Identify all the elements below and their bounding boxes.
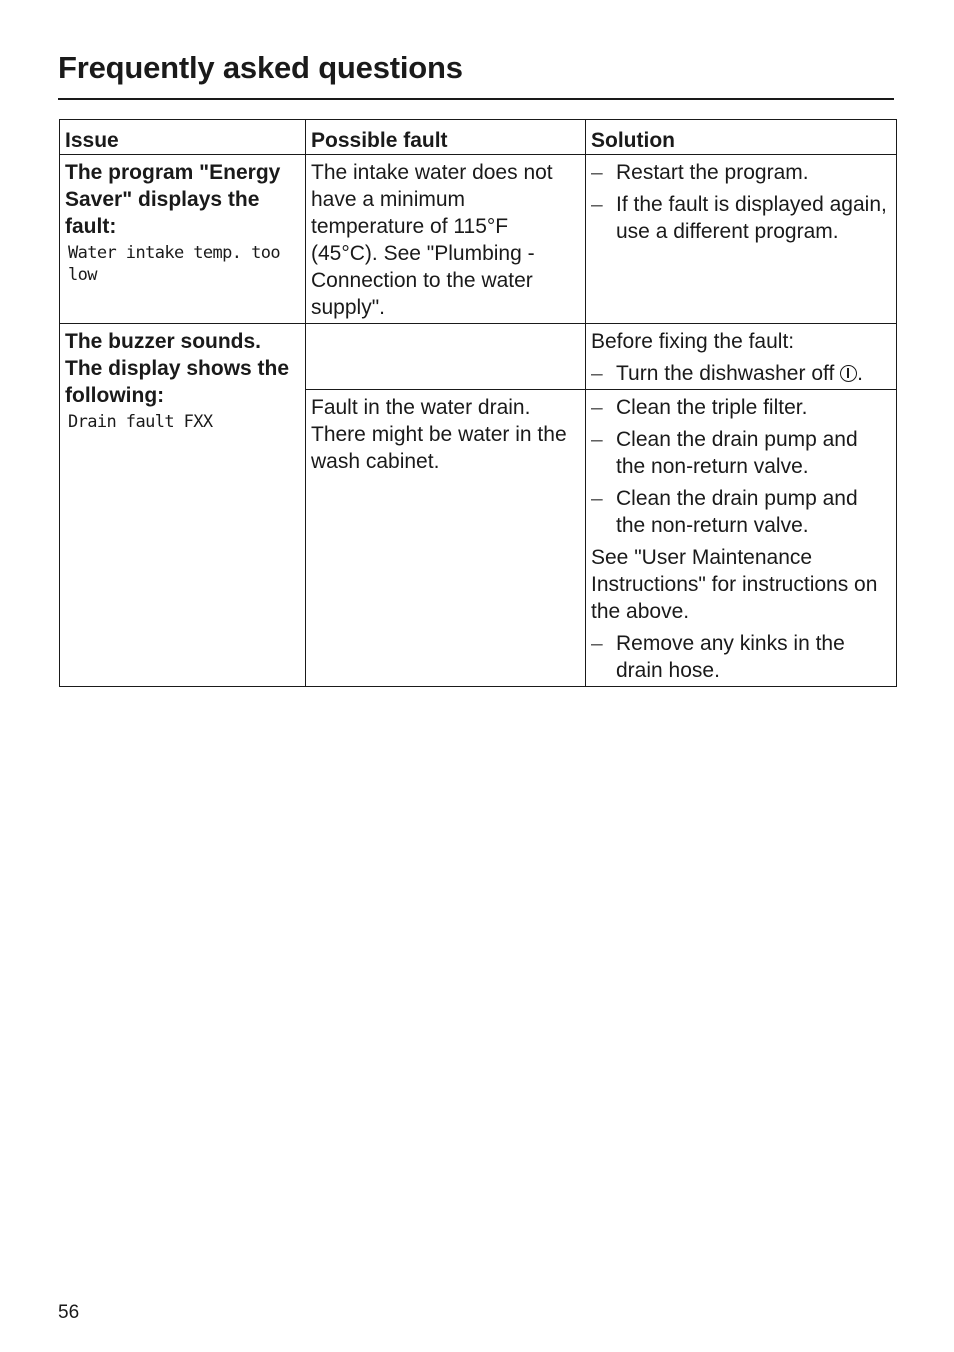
solution-cell bbox=[586, 390, 897, 687]
solution-item: – Clean the drain pump and the non-return valve. bbox=[591, 426, 891, 480]
display-message: Drain fault FXX bbox=[68, 412, 213, 432]
issue-cell bbox=[60, 324, 306, 687]
header-issue: Issue bbox=[60, 120, 306, 155]
solution-item: – Restart the program. bbox=[591, 159, 891, 186]
solution-item: – If the fault is displayed again, use a different program. bbox=[591, 191, 891, 245]
faq-table bbox=[59, 119, 897, 687]
table-row bbox=[60, 324, 897, 390]
solution-intro: Before fixing the fault: bbox=[591, 330, 795, 353]
solution-item-text: Turn the dishwasher off bbox=[616, 362, 835, 385]
page-title: Frequently asked questions bbox=[58, 50, 463, 85]
header-solution: Solution bbox=[586, 120, 897, 155]
solution-cell bbox=[586, 324, 897, 390]
table-row bbox=[60, 155, 897, 324]
solution-item: – Clean the drain pump and the non-return valve. bbox=[591, 485, 891, 539]
solution-item: – Turn the dishwasher off . bbox=[591, 360, 891, 387]
table-header-row bbox=[60, 120, 897, 155]
power-icon bbox=[840, 365, 857, 382]
fault-cell-empty bbox=[306, 324, 586, 390]
fault-cell: Fault in the water drain. There might be water in the wash cabinet. bbox=[306, 390, 586, 687]
solution-note: See "User Maintenance Instructions" for instructions on the above. bbox=[591, 546, 878, 623]
header-possible-fault: Possible fault bbox=[306, 120, 586, 155]
fault-cell: The intake water does not have a minimum temperature of 115°F (45°C). See "Plumbing - Connection to the water supply". bbox=[306, 155, 586, 324]
solution-list bbox=[591, 360, 891, 387]
solution-list bbox=[591, 394, 891, 539]
solution-list bbox=[591, 630, 891, 684]
issue-cell bbox=[60, 155, 306, 324]
issue-text: The buzzer sounds. The display shows the following: bbox=[65, 330, 290, 407]
solution-item: – Clean the triple filter. bbox=[591, 394, 891, 421]
title-divider bbox=[58, 98, 894, 100]
issue-text: The program "Energy Saver" displays the fault: bbox=[65, 161, 281, 238]
page-number: 56 bbox=[58, 1302, 80, 1323]
display-message: Water intake temp. too low bbox=[68, 243, 280, 285]
solution-list bbox=[591, 159, 891, 245]
solution-cell bbox=[586, 155, 897, 324]
solution-item: – Remove any kinks in the drain hose. bbox=[591, 630, 891, 684]
